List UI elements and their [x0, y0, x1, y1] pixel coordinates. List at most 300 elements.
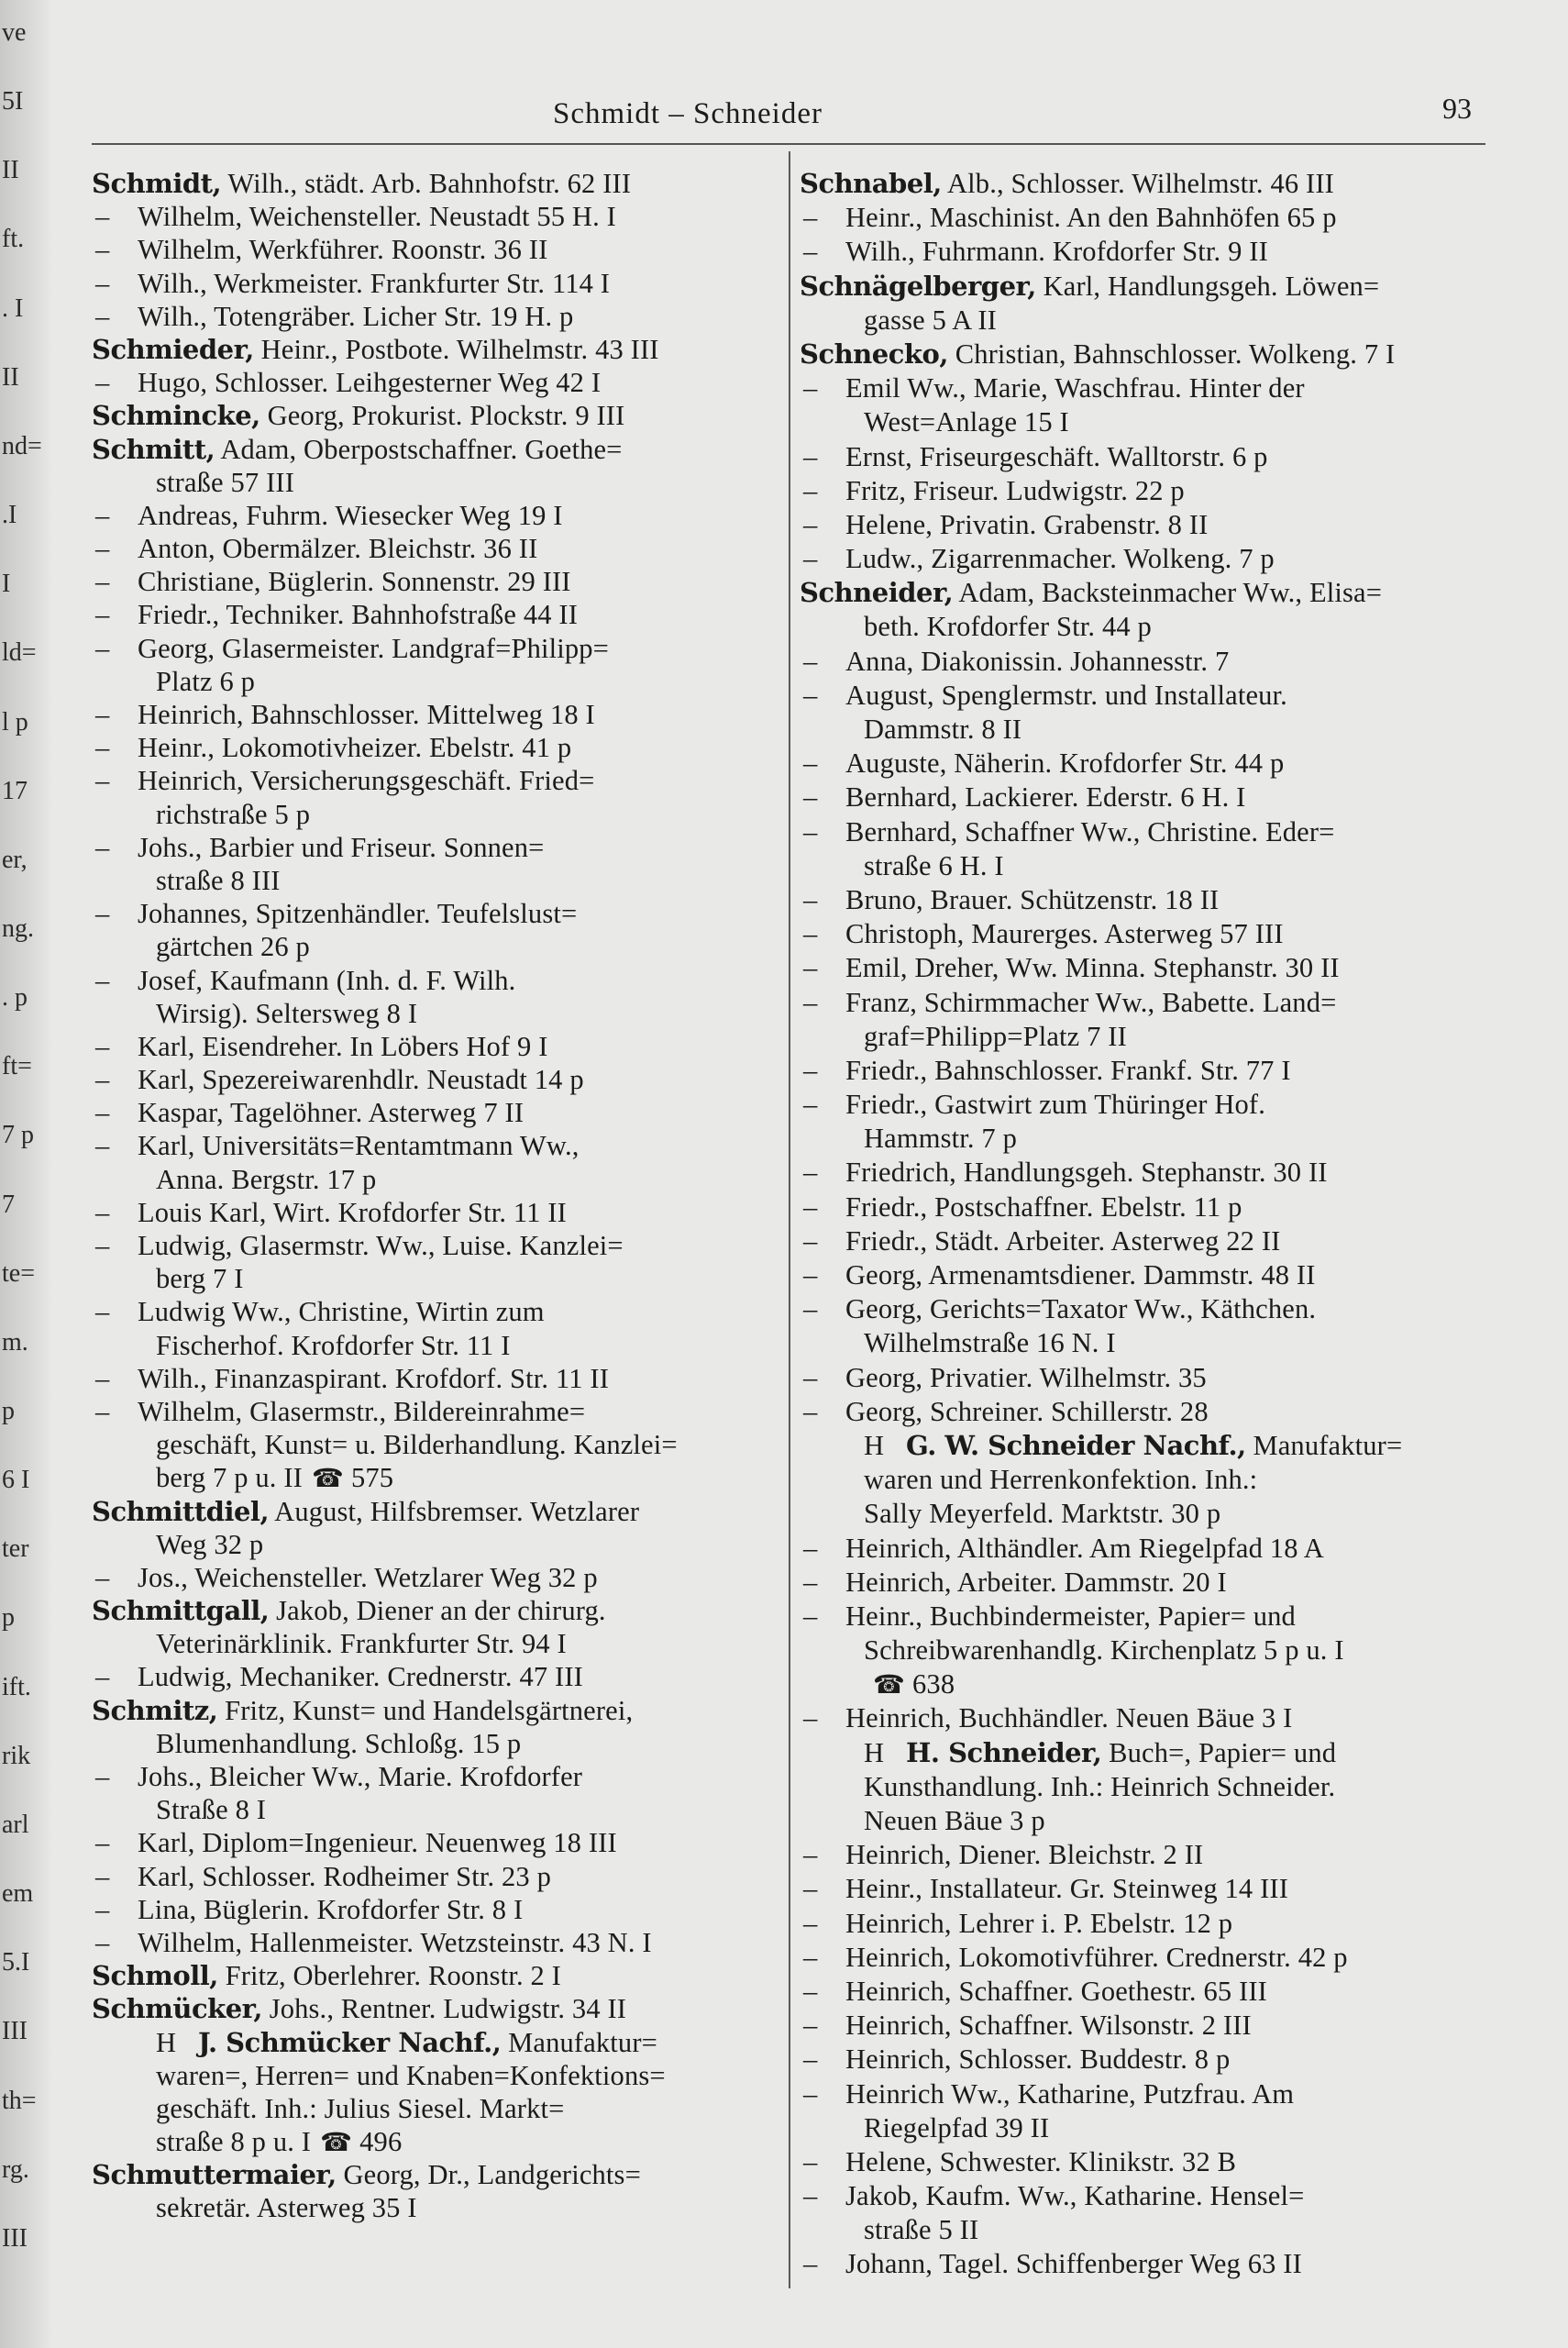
previous-page-fragment: III [2, 2017, 28, 2046]
ditto-dash: – [803, 781, 818, 814]
entry-text: Georg, Armenamtsdiener. Dammstr. 48 II [845, 1259, 1316, 1290]
ditto-dash: – [803, 1702, 818, 1734]
entry-text: Johs., Rentner. Ludwigstr. 34 II [269, 1993, 627, 2025]
previous-page-fragment: .I [2, 501, 17, 530]
ditto-dash: – [803, 1566, 818, 1598]
entry-continuation [92, 2092, 781, 2125]
entry-text: Helene, Privatin. Grabenstr. 8 II [845, 508, 1209, 540]
ditto-dash: – [803, 1873, 818, 1905]
entry-text: Johs., Bleicher Ww., Marie. Krofdorfer [138, 1761, 583, 1792]
entry-continuation [92, 1461, 781, 1494]
entry-text: Adam, Backsteinmacher Ww., Elisa= [958, 577, 1383, 609]
entry-text: sekretär. Asterweg 35 I [156, 2192, 417, 2224]
entry-text: Heinrich Ww., Katharine, Putzfrau. Am [845, 2077, 1295, 2110]
surname-entry [92, 1694, 781, 1727]
entry-text: Manufaktur= [508, 2026, 657, 2058]
entry-continuation [800, 849, 1489, 883]
entry-text: Heinrich, Schlosser. Buddestr. 8 p [845, 2043, 1231, 2076]
ditto-dash: – [803, 474, 818, 506]
directory-entry [800, 1941, 1489, 1975]
entry-name: Schnabel, [800, 168, 942, 199]
previous-page-fragment: ng. [2, 914, 34, 943]
previous-page-fragment: m. [2, 1327, 28, 1357]
ditto-dash: – [95, 1827, 110, 1859]
phone-number: 496 [359, 2126, 403, 2158]
page-header [92, 92, 1485, 138]
ditto-dash: – [803, 372, 818, 404]
previous-page-fragment: p [2, 1397, 15, 1426]
ditto-dash: – [803, 2043, 818, 2076]
entry-continuation [800, 1122, 1489, 1156]
entry-continuation [92, 1528, 781, 1561]
previous-page-fragment: te= [2, 1258, 35, 1288]
previous-page-fragment: . I [2, 294, 24, 323]
entry-continuation [800, 405, 1489, 439]
telephone-icon: ☎ [320, 2129, 353, 2158]
entry-continuation [92, 1262, 781, 1295]
entry-text: Kunsthandlung. Inh.: Heinrich Schneider. [864, 1770, 1336, 1802]
entry-text: Jakob, Diener an der chirurg. [276, 1595, 606, 1627]
ditto-dash: – [803, 2248, 818, 2280]
entry-text: Wilhelm, Glasermstr., Bildereinrahme= [138, 1395, 586, 1427]
directory-entry [92, 1893, 781, 1926]
entry-text: geschäft. Inh.: Julius Siesel. Markt= [156, 2092, 565, 2124]
business-marker: H [864, 1429, 885, 1461]
ditto-dash: – [95, 599, 110, 631]
ditto-dash: – [95, 1561, 110, 1593]
entry-name: Schmoll, [92, 1960, 218, 1992]
previous-page-fragment: th= [2, 2086, 37, 2115]
phone-number: 638 [912, 1668, 955, 1700]
entry-name: Schmieder, [92, 333, 254, 365]
entry-text: Andreas, Fuhrm. Wiesecker Weg 19 I [138, 499, 563, 531]
directory-entry [92, 1660, 781, 1693]
entry-name: Schmitt, [92, 433, 215, 465]
entry-text: waren=, Herren= und Knaben=Konfektions= [156, 2059, 666, 2091]
entry-text: Heinrich, Althändler. Am Riegelpfad 18 A [845, 1532, 1324, 1564]
ditto-dash: – [803, 1361, 818, 1393]
directory-entry [92, 366, 781, 399]
entry-text: Fritz, Oberlehrer. Roonstr. 2 I [225, 1960, 561, 1992]
entry-text: straße 8 p u. I [156, 2126, 312, 2158]
ditto-dash: – [803, 1941, 818, 1973]
ditto-dash: – [803, 645, 818, 677]
entry-continuation [92, 1793, 781, 1826]
directory-entry [92, 764, 781, 797]
directory-entry [92, 300, 781, 333]
previous-page-fragment: nd= [2, 431, 42, 460]
entry-name: G. W. Schneider Nachf., [906, 1429, 1246, 1461]
directory-entry [800, 440, 1489, 474]
directory-entry [800, 1566, 1489, 1600]
previous-page-fragment: ft= [2, 1052, 32, 1081]
entry-text: Georg, Privatier. Wilhelmstr. 35 [845, 1361, 1207, 1393]
entry-text: Heinrich, Buchhändler. Neuen Bäue 3 I [845, 1702, 1293, 1734]
entry-text: gasse 5 A II [864, 304, 997, 336]
entry-text: Christoph, Maurerges. Asterweg 57 III [845, 918, 1284, 950]
directory-entry [800, 2247, 1489, 2281]
entry-text: Anna, Diakonissin. Johannesstr. 7 [845, 645, 1230, 677]
entry-text: Schreibwarenhandlg. Kirchenplatz 5 p u. I [864, 1634, 1344, 1667]
entry-text: Wilh., Finanzaspirant. Krofdorf. Str. 11 II [138, 1362, 610, 1394]
entry-continuation [92, 798, 781, 831]
directory-entry [800, 747, 1489, 781]
ditto-dash: – [95, 1030, 110, 1062]
directory-entry [92, 598, 781, 631]
entry-text: Karl, Diplom=Ingenieur. Neuenweg 18 III [138, 1827, 617, 1859]
ditto-dash: – [95, 1296, 110, 1328]
ditto-dash: – [95, 732, 110, 764]
directory-entry [800, 1088, 1489, 1122]
entry-text: Johann, Tagel. Schiffenberger Weg 63 II [845, 2248, 1302, 2280]
entry-text: August, Hilfsbremser. Wetzlarer [274, 1495, 640, 1527]
previous-page-fragment: arl [2, 1810, 29, 1839]
telephone-icon: ☎ [311, 1465, 344, 1494]
directory-entry [800, 815, 1489, 849]
ditto-dash: – [95, 632, 110, 664]
entry-text: Wilh., Werkmeister. Frankfurter Str. 114 I [138, 267, 611, 299]
directory-entry [800, 542, 1489, 576]
ditto-dash: – [803, 1157, 818, 1189]
ditto-dash: – [95, 765, 110, 797]
directory-entry [92, 1229, 781, 1262]
directory-entry [92, 200, 781, 233]
entry-continuation [800, 1463, 1489, 1497]
entry-continuation [800, 2111, 1489, 2145]
running-title: Schmidt – Schneider [553, 97, 823, 130]
entry-text: Heinr., Postbote. Wilhelmstr. 43 III [260, 333, 659, 365]
entry-text: Johannes, Spitzenhändler. Teufelslust= [138, 898, 578, 930]
directory-entry [800, 986, 1489, 1020]
surname-entry [800, 270, 1489, 304]
previous-page-fragment: 5I [2, 87, 24, 116]
entry-text: Karl, Spezereiwarenhdlr. Neustadt 14 p [138, 1064, 584, 1096]
entry-text: Heinrich, Schaffner. Wilsonstr. 2 III [845, 2010, 1252, 2042]
ditto-dash: – [803, 2077, 818, 2110]
entry-text: Heinr., Maschinist. An den Bahnhöfen 65 p [845, 202, 1337, 234]
directory-entry [92, 1362, 781, 1395]
directory-entry [800, 1054, 1489, 1088]
entry-name: Schmittgall, [92, 1595, 270, 1627]
ditto-dash: – [95, 201, 110, 233]
ditto-dash: – [803, 748, 818, 780]
surname-entry [92, 1594, 781, 1627]
entry-continuation [92, 1428, 781, 1461]
directory-entry [800, 2009, 1489, 2043]
entry-text: Manufaktur= [1253, 1429, 1403, 1461]
directory-entry [92, 1860, 781, 1893]
entry-name: Schmücker, [92, 1993, 262, 2025]
entry-text: Friedrich, Handlungsgeh. Stephanstr. 30 II [845, 1157, 1328, 1189]
surname-entry [92, 333, 781, 366]
entry-text: Hugo, Schlosser. Leihgesterner Weg 42 I [138, 367, 602, 399]
previous-page-fragment: rik [2, 1741, 31, 1770]
ditto-dash: – [95, 1395, 110, 1427]
directory-entry [92, 897, 781, 930]
ditto-dash: – [95, 1926, 110, 1958]
directory-entry [800, 1191, 1489, 1224]
entry-text: Helene, Schwester. Klinikstr. 32 B [845, 2145, 1237, 2177]
directory-entry [92, 698, 781, 731]
entry-text: Platz 6 p [156, 665, 256, 697]
entry-text: Neuen Bäue 3 p [864, 1805, 1045, 1836]
previous-page-fragments [2, 0, 50, 2348]
entry-text: Buch=, Papier= und [1109, 1736, 1337, 1768]
left-column [92, 167, 781, 2225]
telephone-icon: ☎ [873, 1671, 906, 1700]
surname-entry [92, 1959, 781, 1992]
entry-text: Jos., Weichensteller. Wetzlarer Weg 32 p [138, 1561, 598, 1593]
previous-page-fragment: ter [2, 1534, 29, 1564]
entry-text: Friedr., Städt. Arbeiter. Asterweg 22 II [845, 1224, 1281, 1257]
ditto-dash: – [803, 1054, 818, 1086]
directory-entry [800, 201, 1489, 235]
ditto-dash: – [803, 1089, 818, 1121]
entry-text: Heinrich, Diener. Bleichstr. 2 II [845, 1839, 1204, 1871]
entry-text: Wilhelmstraße 16 N. I [864, 1327, 1116, 1359]
business-marker: H [156, 2026, 177, 2058]
surname-entry [800, 167, 1489, 201]
firm-entry [92, 2026, 781, 2059]
entry-continuation [92, 1727, 781, 1760]
ditto-dash: – [803, 952, 818, 984]
entry-text: Alb., Schlosser. Wilhelmstr. 46 III [947, 168, 1334, 199]
surname-entry [92, 2158, 781, 2191]
directory-entry [800, 1907, 1489, 1941]
ditto-dash: – [803, 815, 818, 847]
entry-text: Christian, Bahnschlosser. Wolkeng. 7 I [955, 338, 1396, 370]
firm-entry [800, 1736, 1489, 1770]
ditto-dash: – [95, 1097, 110, 1129]
entry-text: Heinrich, Schaffner. Goethestr. 65 III [845, 1975, 1267, 2007]
directory-entry [92, 1096, 781, 1129]
entry-text: Auguste, Näherin. Krofdorfer Str. 44 p [845, 748, 1285, 780]
entry-text: Ernst, Friseurgeschäft. Walltorstr. 6 p [845, 440, 1268, 472]
entry-name: Schmuttermaier, [92, 2159, 337, 2191]
previous-page-fragment: rg. [2, 2154, 29, 2184]
directory-entry [92, 1395, 781, 1428]
ditto-dash: – [803, 1839, 818, 1871]
entry-text: Georg, Glasermeister. Landgraf=Philipp= [138, 632, 610, 664]
entry-name: J. Schmücker Nachf., [198, 2026, 502, 2058]
entry-name: Schmitz, [92, 1694, 218, 1726]
page-number: 93 [1442, 92, 1472, 125]
entry-text: Heinrich, Versicherungsgeschäft. Fried= [138, 765, 595, 797]
entry-text: straße 6 H. I [864, 849, 1004, 881]
entry-text: Weg 32 p [156, 1528, 264, 1560]
entry-text: Fritz, Kunst= und Handelsgärtnerei, [225, 1694, 634, 1726]
directory-entry [92, 1826, 781, 1859]
entry-text: Ludwig Ww., Christine, Wirtin zum [138, 1296, 545, 1328]
business-marker: H [864, 1736, 885, 1768]
directory-entry [92, 1295, 781, 1328]
entry-text: Wilhelm, Weichensteller. Neustadt 55 H. I [138, 201, 616, 233]
entry-name: Schmittdiel, [92, 1495, 270, 1527]
ditto-dash: – [803, 679, 818, 711]
directory-entry [800, 1872, 1489, 1906]
directory-entry [92, 1760, 781, 1793]
ditto-dash: – [95, 1893, 110, 1925]
entry-text: Josef, Kaufmann (Inh. d. F. Wilh. [138, 964, 516, 996]
directory-entry [92, 1030, 781, 1063]
entry-text: Heinrich, Bahnschlosser. Mittelweg 18 I [138, 699, 595, 730]
entry-text: Heinr., Lokomotivheizer. Ebelstr. 41 p [138, 732, 572, 764]
ditto-dash: – [95, 898, 110, 930]
entry-continuation [92, 2125, 781, 2158]
directory-entry [800, 2043, 1489, 2077]
entry-text: Lina, Büglerin. Krofdorfer Str. 8 I [138, 1893, 524, 1925]
entry-continuation [800, 610, 1489, 644]
entry-text: Johs., Barbier und Friseur. Sonnen= [138, 831, 545, 863]
entry-text: berg 7 I [156, 1263, 244, 1295]
previous-page-fragment: ift. [2, 1672, 31, 1701]
entry-continuation [800, 1667, 1489, 1701]
entry-text: Fritz, Friseur. Ludwigstr. 22 p [845, 474, 1185, 506]
entry-continuation [800, 304, 1489, 338]
entry-text: Franz, Schirmmacher Ww., Babette. Land= [845, 986, 1337, 1018]
entry-name: Schneider, [800, 577, 954, 609]
entry-text: Friedr., Bahnschlosser. Frankf. Str. 77 I [845, 1054, 1291, 1086]
entry-text: waren und Herrenkonfektion. Inh.: [864, 1464, 1258, 1496]
ditto-dash: – [95, 267, 110, 299]
entry-text: Wilh., Fuhrmann. Krofdorfer Str. 9 II [845, 236, 1268, 268]
entry-text: Heinr., Installateur. Gr. Steinweg 14 III [845, 1873, 1289, 1905]
ditto-dash: – [95, 1362, 110, 1394]
directory-entry [800, 1258, 1489, 1292]
ditto-dash: – [95, 533, 110, 565]
entry-text: berg 7 p u. II [156, 1462, 303, 1494]
directory-entry [800, 679, 1489, 713]
previous-page-fragment: . p [2, 983, 28, 1013]
entry-continuation [92, 2059, 781, 2092]
directory-entry [800, 2179, 1489, 2213]
entry-text: Georg, Dr., Landgerichts= [343, 2159, 641, 2191]
entry-text: Friedr., Gastwirt zum Thüringer Hof. [845, 1089, 1266, 1121]
directory-entry [92, 1926, 781, 1959]
entry-text: Riegelpfad 39 II [864, 2111, 1050, 2143]
directory-entry [800, 1600, 1489, 1634]
entry-text: Emil Ww., Marie, Waschfrau. Hinter der [845, 372, 1305, 404]
entry-continuation [800, 1804, 1489, 1838]
entry-continuation [800, 1497, 1489, 1531]
ditto-dash: – [95, 699, 110, 730]
entry-text: Karl, Schlosser. Rodheimer Str. 23 p [138, 1860, 552, 1892]
ditto-dash: – [803, 1191, 818, 1223]
entry-text: Anna. Bergstr. 17 p [156, 1163, 377, 1195]
directory-entry [92, 1561, 781, 1594]
entry-text: Friedr., Postschaffner. Ebelstr. 11 p [845, 1191, 1242, 1223]
ditto-dash: – [803, 236, 818, 268]
firm-entry [800, 1429, 1489, 1463]
entry-continuation [92, 997, 781, 1030]
directory-entry [800, 1532, 1489, 1566]
surname-entry [800, 338, 1489, 371]
ditto-dash: – [803, 1532, 818, 1564]
surname-entry [92, 433, 781, 466]
right-column [800, 167, 1489, 2282]
entry-text: Louis Karl, Wirt. Krofdorfer Str. 11 II [138, 1196, 567, 1228]
previous-page-fragment: III [2, 2223, 28, 2253]
previous-page-fragment: 5.I [2, 1948, 30, 1977]
previous-page-fragment: ve [2, 18, 27, 47]
directory-entry [800, 1395, 1489, 1429]
directory-entry [92, 565, 781, 598]
previous-page-fragment: II [2, 156, 19, 185]
previous-page-fragment: 17 [2, 776, 28, 805]
entry-text: Ludw., Zigarrenmacher. Wolkeng. 7 p [845, 543, 1275, 575]
entry-continuation [92, 2191, 781, 2224]
ditto-dash: – [95, 234, 110, 266]
directory-entry [800, 2145, 1489, 2179]
ditto-dash: – [803, 1259, 818, 1290]
directory-entry [92, 964, 781, 997]
directory-entry [800, 781, 1489, 814]
entry-text: Emil, Dreher, Ww. Minna. Stephanstr. 30 II [845, 952, 1340, 984]
entry-text: straße 57 III [156, 466, 294, 498]
directory-entry [800, 235, 1489, 269]
entry-text: Hammstr. 7 p [864, 1123, 1018, 1155]
entry-text: Friedr., Techniker. Bahnhofstraße 44 II [138, 599, 579, 631]
entry-text: Heinrich, Lehrer i. P. Ebelstr. 12 p [845, 1907, 1233, 1939]
directory-entry [800, 1838, 1489, 1872]
ditto-dash: – [95, 1230, 110, 1261]
ditto-dash: – [95, 499, 110, 531]
directory-entry [800, 1292, 1489, 1326]
entry-text: graf=Philipp=Platz 7 II [864, 1020, 1127, 1052]
ditto-dash: – [95, 566, 110, 598]
entry-text: gärtchen 26 p [156, 931, 310, 963]
entry-text: Dammstr. 8 II [864, 714, 1022, 745]
entry-text: Veterinärklinik. Frankfurter Str. 94 I [156, 1628, 567, 1660]
entry-text: straße 8 III [156, 864, 281, 896]
ditto-dash: – [803, 1600, 818, 1632]
entry-text: Heinr., Buchbindermeister, Papier= und [845, 1600, 1296, 1632]
ditto-dash: – [95, 1761, 110, 1792]
entry-text: Fischerhof. Krofdorfer Str. 11 I [156, 1329, 511, 1361]
entry-continuation [800, 1634, 1489, 1667]
entry-text: Ludwig, Mechaniker. Crednerstr. 47 III [138, 1661, 583, 1693]
entry-continuation [92, 665, 781, 698]
ditto-dash: – [95, 367, 110, 399]
entry-text: Georg, Schreiner. Schillerstr. 28 [845, 1395, 1209, 1427]
phone-number: 575 [350, 1462, 394, 1494]
surname-entry [92, 1992, 781, 2025]
directory-entry [800, 917, 1489, 951]
ditto-dash: – [803, 1224, 818, 1257]
entry-text: Karl, Handlungsgeh. Löwen= [1043, 270, 1380, 302]
directory-entry [800, 645, 1489, 679]
previous-page-fragment: 7 p [2, 1121, 34, 1150]
entry-text: Wilh., städt. Arb. Bahnhofstr. 62 III [227, 168, 632, 199]
ditto-dash: – [803, 2010, 818, 2042]
directory-entry [92, 532, 781, 565]
entry-continuation [800, 1770, 1489, 1804]
entry-text: Adam, Oberpostschaffner. Goethe= [220, 433, 623, 465]
directory-entry [800, 883, 1489, 917]
entry-text: Karl, Eisendreher. In Löbers Hof 9 I [138, 1030, 548, 1062]
entry-text: Karl, Universitäts=Rentamtmann Ww., [138, 1130, 580, 1162]
directory-entry [800, 474, 1489, 508]
entry-text: Bernhard, Schaffner Ww., Christine. Eder= [845, 815, 1335, 847]
ditto-dash: – [803, 1293, 818, 1325]
entry-text: Wirsig). Seltersweg 8 I [156, 997, 418, 1029]
entry-continuation [800, 713, 1489, 747]
directory-entry [800, 1156, 1489, 1190]
ditto-dash: – [95, 1196, 110, 1228]
entry-continuation [92, 1627, 781, 1660]
directory-entry [800, 951, 1489, 985]
directory-entry [92, 1129, 781, 1162]
